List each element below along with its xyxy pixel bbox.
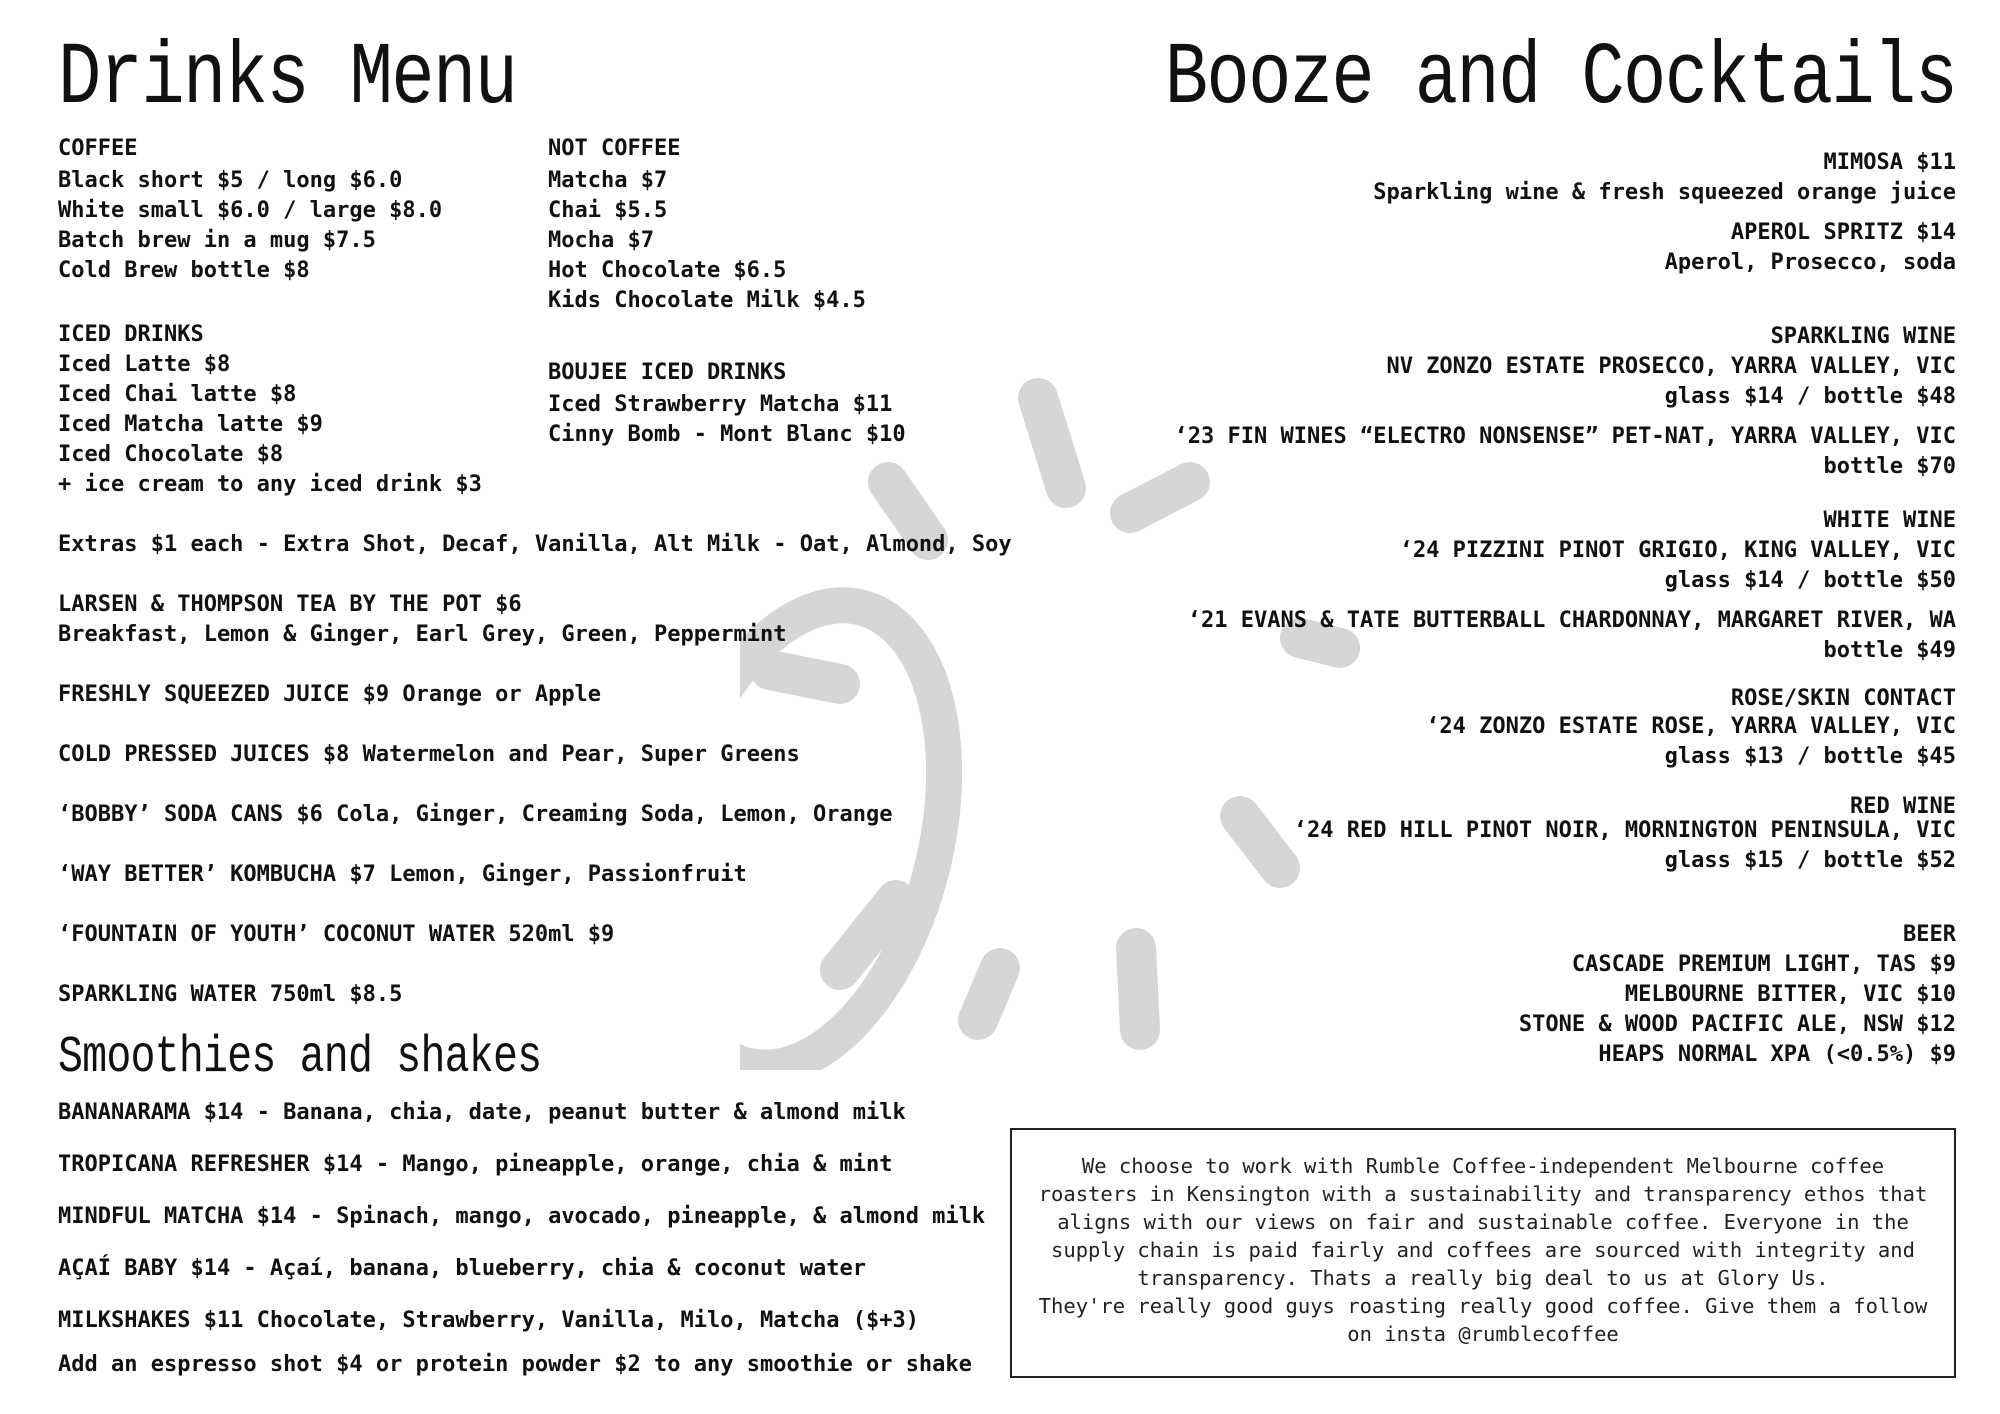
cold-pressed-line: COLD PRESSED JUICES $8 Watermelon and Pear, Super Greens bbox=[58, 742, 800, 767]
coffee-section bbox=[58, 132, 442, 286]
menu-item: Batch brew in a mug $7.5 bbox=[58, 228, 376, 253]
cocktail-mimosa: MIMOSA $11 bbox=[1823, 150, 1956, 175]
booze-list bbox=[1175, 148, 1956, 1070]
wine-price: glass $14 / bottle $48 bbox=[1664, 384, 1956, 409]
menu-item: Chai $5.5 bbox=[548, 198, 668, 223]
wine-price: bottle $70 bbox=[1823, 454, 1956, 479]
wine-item: ‘21 EVANS & TATE BUTTERBALL CHARDONNAY, MARGARET RIVER, WA bbox=[1187, 608, 1956, 633]
menu-item: Iced Chocolate $8 bbox=[58, 442, 284, 467]
menu-item: Kids Chocolate Milk $4.5 bbox=[548, 288, 866, 313]
smoothies-title: Smoothies and shakes bbox=[58, 1028, 542, 1087]
menu-item: Iced Latte $8 bbox=[58, 352, 231, 377]
white-wine-heading: WHITE WINE bbox=[1823, 508, 1956, 533]
wine-item: ‘24 PIZZINI PINOT GRIGIO, KING VALLEY, VIC bbox=[1399, 538, 1956, 563]
soda-line: ‘BOBBY’ SODA CANS $6 Cola, Ginger, Creaming Soda, Lemon, Orange bbox=[58, 802, 893, 827]
menu-item: Hot Chocolate $6.5 bbox=[548, 258, 787, 283]
boujee-heading: BOUJEE ICED DRINKS bbox=[548, 360, 787, 385]
wine-item: ‘24 ZONZO ESTATE ROSE, YARRA VALLEY, VIC bbox=[1426, 714, 1956, 739]
booze-title: Booze and Cocktails bbox=[1164, 30, 1956, 129]
beer-item: MELBOURNE BITTER, VIC $10 bbox=[1624, 982, 1956, 1007]
beer-item: STONE & WOOD PACIFIC ALE, NSW $12 bbox=[1518, 1012, 1956, 1037]
tea-heading: LARSEN & THOMPSON TEA BY THE POT $6 bbox=[58, 592, 522, 617]
not-coffee-section bbox=[548, 132, 866, 316]
info-paragraph-follow: They're really good guys roasting really good coffee. Give them a follow on insta @rumblecoffee bbox=[1038, 1294, 1928, 1346]
rose-heading: ROSE/SKIN CONTACT bbox=[1730, 686, 1956, 711]
red-wine-heading: RED WINE bbox=[1850, 794, 1956, 819]
sparkling-water-line: SPARKLING WATER 750ml $8.5 bbox=[58, 982, 403, 1007]
menu-item: + ice cream to any iced drink $3 bbox=[58, 472, 482, 497]
boujee-section bbox=[548, 356, 906, 450]
smoothie-item: MINDFUL MATCHA $14 - Spinach, mango, avocado, pineapple, & almond milk bbox=[58, 1204, 986, 1229]
coffee-heading: COFFEE bbox=[58, 136, 138, 161]
extras-line: Extras $1 each - Extra Shot, Decaf, Vanilla, Alt Milk - Oat, Almond, Soy bbox=[58, 532, 1012, 557]
smoothie-item: TROPICANA REFRESHER $14 - Mango, pineapple, orange, chia & mint bbox=[58, 1152, 893, 1177]
cocktail-description: Sparkling wine & fresh squeezed orange juice bbox=[1373, 180, 1956, 205]
wine-price: glass $15 / bottle $52 bbox=[1664, 848, 1956, 873]
iced-drinks-heading: ICED DRINKS bbox=[58, 322, 204, 347]
smoothie-item: BANANARAMA $14 - Banana, chia, date, peanut butter & almond milk bbox=[58, 1100, 906, 1125]
wine-price: glass $14 / bottle $50 bbox=[1664, 568, 1956, 593]
iced-drinks-section bbox=[58, 320, 482, 500]
smoothie-addon: Add an espresso shot $4 or protein powder $2 to any smoothie or shake bbox=[58, 1352, 972, 1377]
tea-options: Breakfast, Lemon & Ginger, Earl Grey, Green, Peppermint bbox=[58, 622, 787, 647]
kombucha-line: ‘WAY BETTER’ KOMBUCHA $7 Lemon, Ginger, Passionfruit bbox=[58, 862, 747, 887]
coconut-water-line: ‘FOUNTAIN OF YOUTH’ COCONUT WATER 520ml $9 bbox=[58, 922, 615, 947]
menu-item: Matcha $7 bbox=[548, 168, 668, 193]
menu-item: Iced Chai latte $8 bbox=[58, 382, 297, 407]
info-paragraph: We choose to work with Rumble Coffee-independent Melbourne coffee roasters in Kensington with a sustainability and transparency ethos that aligns with our views on fair and sustainable coffee. Everyone in the supply chain is paid fairly and coffees are sourced with integrity and transparency. Thats a really big deal to us at Glory Us. bbox=[1038, 1154, 1928, 1290]
menu-item: Cold Brew bottle $8 bbox=[58, 258, 310, 283]
menu-item: Mocha $7 bbox=[548, 228, 654, 253]
cocktail-aperol: APEROL SPRITZ $14 bbox=[1730, 220, 1956, 245]
wine-price: bottle $49 bbox=[1823, 638, 1956, 663]
beer-heading: BEER bbox=[1903, 922, 1956, 947]
menu-item: Black short $5 / long $6.0 bbox=[58, 168, 403, 193]
wine-item: NV ZONZO ESTATE PROSECCO, YARRA VALLEY, VIC bbox=[1386, 354, 1956, 379]
beer-item: HEAPS NORMAL XPA (<0.5%) $9 bbox=[1598, 1042, 1956, 1067]
menu-item: Cinny Bomb - Mont Blanc $10 bbox=[548, 422, 906, 447]
wine-price: glass $13 / bottle $45 bbox=[1664, 744, 1956, 769]
sparkling-wine-heading: SPARKLING WINE bbox=[1770, 324, 1956, 349]
beer-item: CASCADE PREMIUM LIGHT, TAS $9 bbox=[1571, 952, 1956, 977]
smoothie-item: AÇAÍ BABY $14 - Açaí, banana, blueberry, chia & coconut water bbox=[58, 1256, 866, 1281]
wine-item: ‘24 RED HILL PINOT NOIR, MORNINGTON PENINSULA, VIC bbox=[1293, 818, 1956, 843]
wine-item: ‘23 FIN WINES “ELECTRO NONSENSE” PET-NAT, YARRA VALLEY, VIC bbox=[1174, 424, 1956, 449]
juice-line: FRESHLY SQUEEZED JUICE $9 Orange or Apple bbox=[58, 682, 602, 707]
smoothie-item: MILKSHAKES $11 Chocolate, Strawberry, Vanilla, Milo, Matcha ($+3) bbox=[58, 1308, 919, 1333]
cocktail-description: Aperol, Prosecco, soda bbox=[1664, 250, 1956, 275]
coffee-info-box bbox=[1010, 1128, 1956, 1378]
menu-item: Iced Strawberry Matcha $11 bbox=[548, 392, 893, 417]
menu-item: White small $6.0 / large $8.0 bbox=[58, 198, 443, 223]
menu-item: Iced Matcha latte $9 bbox=[58, 412, 323, 437]
drinks-menu-title: Drinks Menu bbox=[58, 30, 517, 129]
not-coffee-heading: NOT COFFEE bbox=[548, 136, 681, 161]
